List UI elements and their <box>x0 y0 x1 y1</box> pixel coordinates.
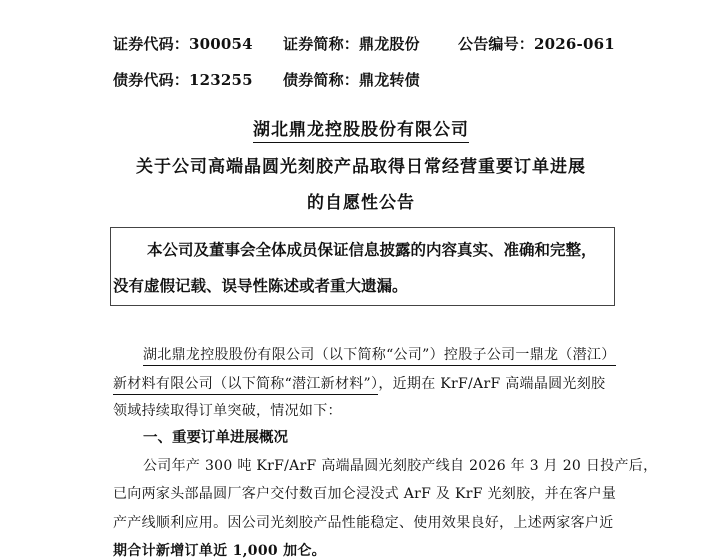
section-heading-order-overview: 一、重要订单进展概况 <box>143 429 288 446</box>
company-title <box>0 115 722 140</box>
disclaimer-line1: 本公司及董事会全体成员保证信息披露的内容真实、准确和完整， <box>147 240 597 259</box>
company-name: 湖北鼎龙控股股份有限公司 <box>253 120 469 143</box>
paragraph1-line2-rest: ，近期在 KrF/ArF 高端晶圆光刻胶 <box>378 376 606 392</box>
body-paragraph1-line2 <box>113 373 605 393</box>
subsidiary-name-underlined: 新材料有限公司（以下简称“潜江新材料”） <box>113 376 378 395</box>
disclaimer-line2: 没有虚假记载、误导性陈述或者重大遗漏。 <box>113 276 408 295</box>
body-paragraph2-line3: 产产线顺利应用。因公司光刻胶产品性能稳定、使用效果良好，上述两家客户近 <box>113 515 614 531</box>
security-name: 证券简称：鼎龙股份 <box>283 34 420 53</box>
announcement-number: 公告编号：2026-061 <box>458 34 615 53</box>
body-paragraph2-line4: 期合计新增订单近 1,000 加仑。 <box>113 543 326 559</box>
bond-name: 债券简称：鼎龙转债 <box>283 70 420 89</box>
paragraph1-line1-text: 湖北鼎龙控股股份有限公司（以下简称“公司”）控股子公司一鼎龙（潜江） <box>143 347 616 366</box>
security-code: 证券代码：300054 <box>113 34 253 53</box>
announcement-title-line2: 的自愿性公告 <box>307 193 415 213</box>
body-paragraph2-line1: 公司年产 300 吨 KrF/ArF 高端晶圆光刻胶产线自 2026 年 3 月 20 日投产后， <box>143 458 658 474</box>
bond-code: 债券代码：123255 <box>113 70 253 89</box>
body-paragraph1-line1 <box>143 344 616 364</box>
body-paragraph2-line2: 已向两家头部晶圆厂客户交付数百加仑浸没式 ArF 及 KrF 光刻胶，并在客户量 <box>113 486 617 502</box>
announcement-title-line1: 关于公司高端晶圆光刻胶产品取得日常经营重要订单进展 <box>136 157 586 177</box>
disclaimer-box <box>110 227 615 306</box>
body-paragraph1-line3: 领域持续取得订单突破，情况如下： <box>113 403 342 419</box>
